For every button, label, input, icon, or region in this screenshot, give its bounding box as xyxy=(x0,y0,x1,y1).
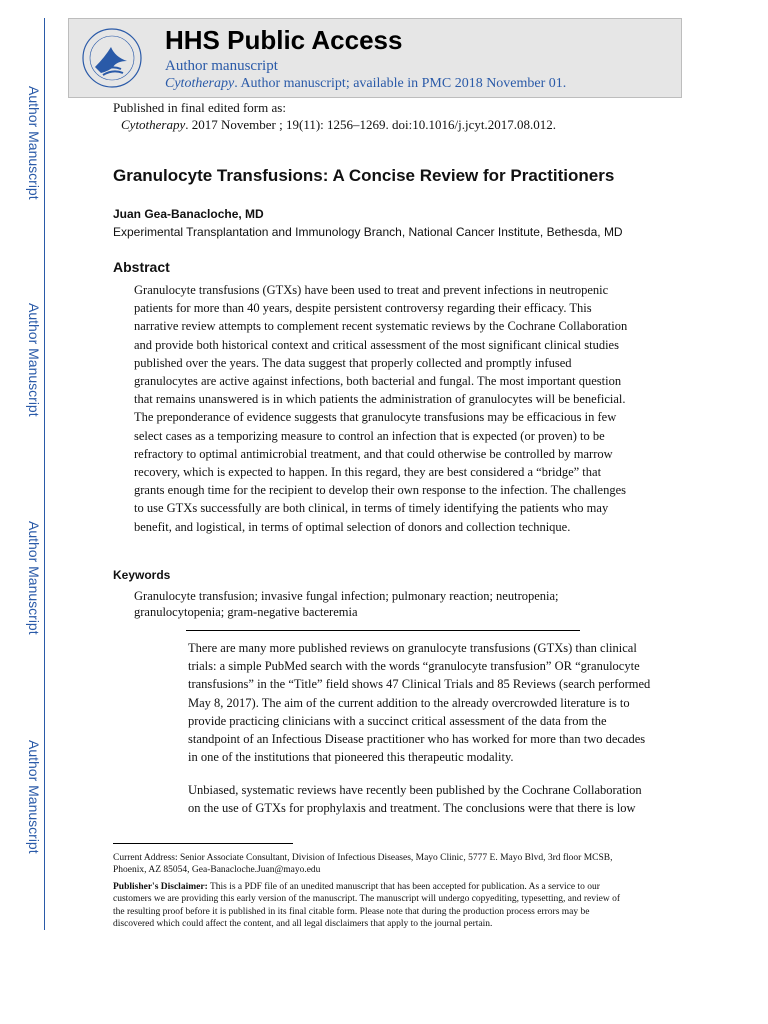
body-line: provide practicing clinicians with a succinct critical assessment of the data from the xyxy=(188,713,607,728)
intro-paragraph xyxy=(188,781,658,817)
published-label: Published in final edited form as: xyxy=(113,100,286,115)
side-label-author-manuscript: Author Manuscript xyxy=(26,86,42,200)
body-line: May 8, 2017). The aim of the current addition to the already overcrowded literature is to xyxy=(188,695,630,710)
abstract-line: The preponderance of evidence suggests that granulocyte transfusions may be efficacious in few xyxy=(134,410,617,425)
footnote-current-address xyxy=(113,852,653,877)
abstract-line: benefit, and logistical, in terms of optimal selection of donors and collection technique. xyxy=(134,519,571,534)
published-citation xyxy=(121,117,556,133)
body-line: trials: a simple PubMed search with the words “granulocyte transfusion” OR “granulocyte xyxy=(188,659,640,674)
footnote-divider xyxy=(113,843,293,844)
author-affiliation: Experimental Transplantation and Immunology Branch, National Cancer Institute, Bethesda, MD xyxy=(113,225,623,239)
abstract-line: refractory to optimal antimicrobial treatment, and that could otherwise be controlled by marrow xyxy=(134,446,613,461)
journal-name[interactable]: Cytotherapy xyxy=(165,76,235,91)
citation-journal: Cytotherapy xyxy=(121,117,186,132)
abstract-line: published over the years. The data suggest that properly collected and promptly infused xyxy=(134,355,572,370)
abstract-line: narrative review attempts to complement recent systematic reviews by the Cochrane Collaboration xyxy=(134,319,628,334)
footnote-line: customers we are providing this early version of the manuscript. The manuscript will undergo copyediting, typesetting, and review of xyxy=(113,894,620,905)
keywords-line: Granulocyte transfusion; invasive fungal infection; pulmonary reaction; neutropenia; xyxy=(134,589,559,603)
pmc-availability-line xyxy=(165,76,566,92)
availability-text: . Author manuscript; available in PMC 2018 November 01. xyxy=(234,76,567,91)
hhs-eagle-seal-icon xyxy=(81,27,143,89)
left-margin-rule xyxy=(44,18,45,930)
keywords-heading: Keywords xyxy=(113,568,171,582)
abstract-line: and provide both historical context and critical assessment of the most significant clinical studies xyxy=(134,337,619,352)
footnote-line xyxy=(113,881,653,893)
body-line: on the use of GTXs for prophylaxis and treatment. The conclusions were that there is low xyxy=(188,801,636,816)
disclaimer-label: Publisher's Disclaimer: xyxy=(113,882,208,892)
side-label-author-manuscript: Author Manuscript xyxy=(26,521,42,635)
abstract-heading: Abstract xyxy=(113,259,170,275)
hhs-public-access-title: HHS Public Access xyxy=(165,25,403,55)
abstract-line: select cases as a temporizing measure to control an infection that is expected (or proven) to be xyxy=(134,428,605,443)
footnote-line: Phoenix, AZ 85054, Gea-Banacloche.Juan@mayo.edu xyxy=(113,865,321,876)
body-line: standpoint of an Infectious Disease practitioner who has worked for more than two decades xyxy=(188,732,646,747)
keywords-body xyxy=(134,588,614,620)
abstract-line: to use GTXs successfully are both clinical, in terms of timely identifying the patients who may xyxy=(134,501,609,516)
footnote-line: Current Address: Senior Associate Consultant, Division of Infectious Diseases, Mayo Clinic, 5777 E. Mayo Blvd, 3rd floor MCSB, xyxy=(113,853,613,863)
intro-paragraph xyxy=(188,639,658,766)
section-divider xyxy=(186,630,580,631)
body-line: Unbiased, systematic reviews have recently been published by the Cochrane Collaboration xyxy=(188,783,642,797)
article-title: Granulocyte Transfusions: A Concise Review for Practitioners xyxy=(113,166,615,185)
hhs-header-banner xyxy=(68,18,682,98)
body-line: There are many more published reviews on granulocyte transfusions (GTXs) than clinical xyxy=(188,641,637,655)
abstract-line: patients for more than 40 years, despite persistent controversy regarding their efficacy. This xyxy=(134,301,592,316)
abstract-line: that remains unanswered is in which patients the administration of granulocytes will be beneficial. xyxy=(134,392,626,407)
abstract-line: grants enough time for the recipient to develop their own response to the infection. The challenges xyxy=(134,483,626,498)
abstract-line: recovery, which is expected to happen. In this regard, they are best considered a “bridge” that xyxy=(134,465,602,480)
author-name: Juan Gea-Banacloche, MD xyxy=(113,207,264,221)
footnote-line: discovered which could affect the content, and all legal disclaimers that apply to the journal pertain. xyxy=(113,919,493,930)
author-manuscript-subtitle: Author manuscript xyxy=(165,58,278,74)
abstract-line: granulocytes are active against infections, both bacterial and fungal. The most important question xyxy=(134,374,622,389)
disclaimer-text: This is a PDF file of an unedited manuscript that has been accepted for publication. As a service to our xyxy=(207,882,600,892)
body-line: transfusions” in the “Title” field shows 47 Clinical Trials and 85 Reviews (search performed xyxy=(188,677,651,692)
citation-details: . 2017 November ; 19(11): 1256–1269. doi:10.1016/j.jcyt.2017.08.012. xyxy=(185,117,556,132)
side-label-author-manuscript: Author Manuscript xyxy=(26,303,42,417)
abstract-body xyxy=(134,281,644,536)
abstract-line: Granulocyte transfusions (GTXs) have been used to treat and prevent infections in neutropenic xyxy=(134,283,609,297)
keywords-line: granulocytopenia; gram-negative bacteremia xyxy=(134,605,358,619)
footnote-publisher-disclaimer xyxy=(113,881,653,931)
body-line: in one of the institutions that pioneered this therapeutic modality. xyxy=(188,750,514,765)
footnote-line: the resulting proof before it is published in its final citable form. Please note that during the production process errors may be xyxy=(113,906,590,917)
side-label-author-manuscript: Author Manuscript xyxy=(26,740,42,854)
